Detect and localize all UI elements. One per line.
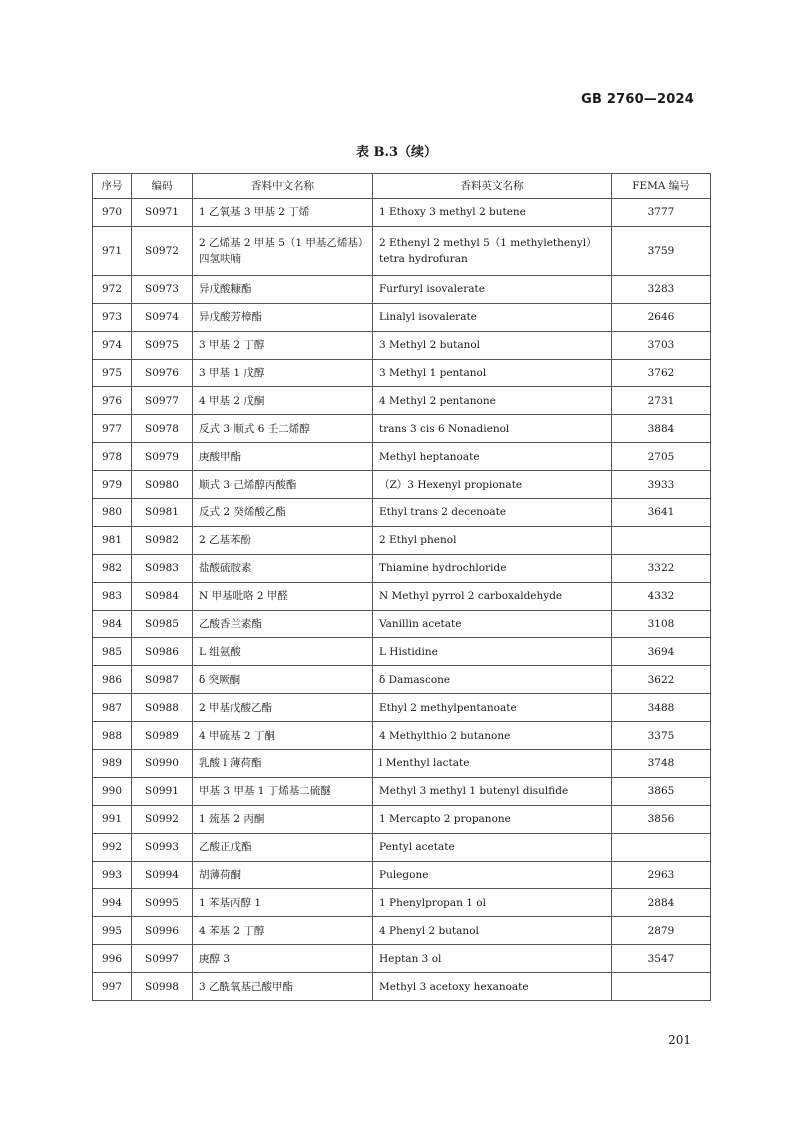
cell-index: 976 bbox=[93, 387, 132, 415]
cell-code: S0992 bbox=[132, 805, 193, 833]
cell-english-name: Furfuryl isovalerate bbox=[373, 275, 612, 303]
table-row bbox=[93, 387, 711, 415]
cell-fema: 3641 bbox=[612, 499, 711, 527]
cell-chinese-name: 4 甲基 2 戊酮 bbox=[193, 387, 373, 415]
cell-code: S0998 bbox=[132, 973, 193, 1001]
cell-fema: 2705 bbox=[612, 443, 711, 471]
table-row bbox=[93, 805, 711, 833]
cell-fema bbox=[612, 833, 711, 861]
cell-index: 990 bbox=[93, 777, 132, 805]
cell-fema: 3748 bbox=[612, 750, 711, 778]
cell-index: 988 bbox=[93, 722, 132, 750]
table-row bbox=[93, 226, 711, 275]
cell-index: 977 bbox=[93, 415, 132, 443]
cell-code: S0978 bbox=[132, 415, 193, 443]
cell-english-name: 1 Mercapto 2 propanone bbox=[373, 805, 612, 833]
cell-english-name: 4 Methyl 2 pentanone bbox=[373, 387, 612, 415]
cell-code: S0975 bbox=[132, 331, 193, 359]
cell-english-name: 1 Ethoxy 3 methyl 2 butene bbox=[373, 199, 612, 227]
cell-index: 982 bbox=[93, 554, 132, 582]
table-row bbox=[93, 638, 711, 666]
cell-fema: 4332 bbox=[612, 582, 711, 610]
cell-index: 971 bbox=[93, 226, 132, 275]
cell-index: 987 bbox=[93, 694, 132, 722]
cell-code: S0983 bbox=[132, 554, 193, 582]
cell-fema: 3762 bbox=[612, 359, 711, 387]
table-row bbox=[93, 777, 711, 805]
cell-index: 973 bbox=[93, 303, 132, 331]
table-row bbox=[93, 722, 711, 750]
cell-code: S0982 bbox=[132, 526, 193, 554]
cell-index: 985 bbox=[93, 638, 132, 666]
table-header-row bbox=[93, 174, 711, 199]
table-row bbox=[93, 499, 711, 527]
cell-chinese-name: δ 突厥酮 bbox=[193, 666, 373, 694]
cell-code: S0986 bbox=[132, 638, 193, 666]
cell-code: S0996 bbox=[132, 917, 193, 945]
cell-english-name: 3 Methyl 1 pentanol bbox=[373, 359, 612, 387]
cell-fema: 3694 bbox=[612, 638, 711, 666]
cell-index: 972 bbox=[93, 275, 132, 303]
cell-code: S0990 bbox=[132, 750, 193, 778]
cell-english-name: 1 Phenylpropan 1 ol bbox=[373, 889, 612, 917]
table-row bbox=[93, 415, 711, 443]
cell-english-name: N Methyl pyrrol 2 carboxaldehyde bbox=[373, 582, 612, 610]
cell-fema: 2731 bbox=[612, 387, 711, 415]
cell-english-name: Methyl 3 methyl 1 butenyl disulfide bbox=[373, 777, 612, 805]
table-row bbox=[93, 610, 711, 638]
table-row bbox=[93, 303, 711, 331]
table-row bbox=[93, 694, 711, 722]
cell-fema: 3375 bbox=[612, 722, 711, 750]
cell-code: S0988 bbox=[132, 694, 193, 722]
cell-fema: 3759 bbox=[612, 226, 711, 275]
cell-chinese-name: 乳酸 l 薄荷酯 bbox=[193, 750, 373, 778]
table-row bbox=[93, 526, 711, 554]
table-title: 表 B.3（续） bbox=[355, 145, 438, 160]
table-row bbox=[93, 666, 711, 694]
cell-index: 980 bbox=[93, 499, 132, 527]
cell-chinese-name: 反式 3 顺式 6 壬二烯醇 bbox=[193, 415, 373, 443]
cell-code: S0989 bbox=[132, 722, 193, 750]
cell-index: 991 bbox=[93, 805, 132, 833]
cell-fema: 3488 bbox=[612, 694, 711, 722]
cell-english-name: Methyl heptanoate bbox=[373, 443, 612, 471]
cell-fema bbox=[612, 526, 711, 554]
table-row bbox=[93, 275, 711, 303]
cell-fema: 3856 bbox=[612, 805, 711, 833]
cell-english-name: 4 Methylthio 2 butanone bbox=[373, 722, 612, 750]
table-row bbox=[93, 359, 711, 387]
cell-code: S0976 bbox=[132, 359, 193, 387]
cell-fema: 3884 bbox=[612, 415, 711, 443]
column-header-fema: FEMA 编号 bbox=[612, 174, 711, 199]
cell-chinese-name: 庚醇 3 bbox=[193, 945, 373, 973]
cell-index: 983 bbox=[93, 582, 132, 610]
table-row bbox=[93, 973, 711, 1001]
cell-code: S0972 bbox=[132, 226, 193, 275]
table-row bbox=[93, 889, 711, 917]
cell-chinese-name: 2 乙基苯酚 bbox=[193, 526, 373, 554]
cell-chinese-name: 3 甲基 1 戊醇 bbox=[193, 359, 373, 387]
cell-chinese-name: 3 乙酰氧基己酸甲酯 bbox=[193, 973, 373, 1001]
cell-chinese-name: 乙酸香兰素酯 bbox=[193, 610, 373, 638]
column-header-index: 序号 bbox=[93, 174, 132, 199]
cell-fema: 3777 bbox=[612, 199, 711, 227]
cell-fema: 3622 bbox=[612, 666, 711, 694]
cell-code: S0997 bbox=[132, 945, 193, 973]
column-header-code: 编码 bbox=[132, 174, 193, 199]
cell-chinese-name: 胡薄荷酮 bbox=[193, 861, 373, 889]
table-row bbox=[93, 582, 711, 610]
cell-chinese-name: 甲基 3 甲基 1 丁烯基二硫醚 bbox=[193, 777, 373, 805]
table-row bbox=[93, 833, 711, 861]
cell-code: S0993 bbox=[132, 833, 193, 861]
table-row bbox=[93, 554, 711, 582]
cell-index: 992 bbox=[93, 833, 132, 861]
cell-index: 981 bbox=[93, 526, 132, 554]
cell-fema: 3933 bbox=[612, 471, 711, 499]
cell-chinese-name: 庚酸甲酯 bbox=[193, 443, 373, 471]
cell-english-name: Heptan 3 ol bbox=[373, 945, 612, 973]
cell-index: 984 bbox=[93, 610, 132, 638]
cell-english-name: Linalyl isovalerate bbox=[373, 303, 612, 331]
table-row bbox=[93, 331, 711, 359]
cell-code: S0987 bbox=[132, 666, 193, 694]
cell-index: 989 bbox=[93, 750, 132, 778]
cell-index: 975 bbox=[93, 359, 132, 387]
cell-chinese-name: 1 乙氧基 3 甲基 2 丁烯 bbox=[193, 199, 373, 227]
cell-english-name: Vanillin acetate bbox=[373, 610, 612, 638]
table-row bbox=[93, 945, 711, 973]
cell-code: S0981 bbox=[132, 499, 193, 527]
table-row bbox=[93, 861, 711, 889]
table-row bbox=[93, 199, 711, 227]
cell-english-name: l Menthyl lactate bbox=[373, 750, 612, 778]
cell-english-name: 4 Phenyl 2 butanol bbox=[373, 917, 612, 945]
cell-chinese-name: 1 巯基 2 丙酮 bbox=[193, 805, 373, 833]
cell-chinese-name: 异戊酸糠酯 bbox=[193, 275, 373, 303]
cell-english-name: Pulegone bbox=[373, 861, 612, 889]
cell-english-name: 3 Methyl 2 butanol bbox=[373, 331, 612, 359]
cell-fema: 3865 bbox=[612, 777, 711, 805]
cell-chinese-name: 4 苯基 2 丁醇 bbox=[193, 917, 373, 945]
cell-fema: 3283 bbox=[612, 275, 711, 303]
cell-code: S0995 bbox=[132, 889, 193, 917]
cell-chinese-name: 4 甲硫基 2 丁酮 bbox=[193, 722, 373, 750]
cell-index: 974 bbox=[93, 331, 132, 359]
cell-chinese-name: 异戊酸芳樟酯 bbox=[193, 303, 373, 331]
cell-code: S0979 bbox=[132, 443, 193, 471]
cell-chinese-name: 顺式 3 己烯醇丙酸酯 bbox=[193, 471, 373, 499]
cell-english-name: （Z）3 Hexenyl propionate bbox=[373, 471, 612, 499]
cell-chinese-name: 2 乙烯基 2 甲基 5（1 甲基乙烯基）四氢呋喃 bbox=[193, 226, 373, 275]
cell-fema: 3108 bbox=[612, 610, 711, 638]
cell-chinese-name: 3 甲基 2 丁醇 bbox=[193, 331, 373, 359]
cell-chinese-name: L 组氨酸 bbox=[193, 638, 373, 666]
cell-fema: 2646 bbox=[612, 303, 711, 331]
cell-fema: 2963 bbox=[612, 861, 711, 889]
cell-index: 996 bbox=[93, 945, 132, 973]
cell-chinese-name: N 甲基吡咯 2 甲醛 bbox=[193, 582, 373, 610]
cell-code: S0980 bbox=[132, 471, 193, 499]
cell-english-name: Methyl 3 acetoxy hexanoate bbox=[373, 973, 612, 1001]
cell-index: 997 bbox=[93, 973, 132, 1001]
table-row bbox=[93, 750, 711, 778]
cell-chinese-name: 2 甲基戊酸乙酯 bbox=[193, 694, 373, 722]
cell-english-name: L Histidine bbox=[373, 638, 612, 666]
cell-fema: 3703 bbox=[612, 331, 711, 359]
cell-chinese-name: 盐酸硫胺素 bbox=[193, 554, 373, 582]
cell-chinese-name: 1 苯基丙醇 1 bbox=[193, 889, 373, 917]
table-row bbox=[93, 443, 711, 471]
cell-code: S0977 bbox=[132, 387, 193, 415]
flavoring-table bbox=[92, 173, 711, 1001]
cell-chinese-name: 乙酸正戊酯 bbox=[193, 833, 373, 861]
cell-fema: 2884 bbox=[612, 889, 711, 917]
cell-english-name: 2 Ethyl phenol bbox=[373, 526, 612, 554]
table-row bbox=[93, 917, 711, 945]
cell-code: S0974 bbox=[132, 303, 193, 331]
cell-index: 986 bbox=[93, 666, 132, 694]
cell-chinese-name: 反式 2 癸烯酸乙酯 bbox=[193, 499, 373, 527]
column-header-chinese-name: 香料中文名称 bbox=[193, 174, 373, 199]
cell-english-name: Thiamine hydrochloride bbox=[373, 554, 612, 582]
table-row bbox=[93, 471, 711, 499]
cell-code: S0991 bbox=[132, 777, 193, 805]
cell-english-name: Ethyl 2 methylpentanoate bbox=[373, 694, 612, 722]
cell-index: 979 bbox=[93, 471, 132, 499]
cell-code: S0971 bbox=[132, 199, 193, 227]
cell-code: S0985 bbox=[132, 610, 193, 638]
cell-index: 995 bbox=[93, 917, 132, 945]
cell-fema bbox=[612, 973, 711, 1001]
cell-fema: 3322 bbox=[612, 554, 711, 582]
cell-english-name: Pentyl acetate bbox=[373, 833, 612, 861]
standard-number: GB 2760—2024 bbox=[581, 92, 694, 107]
column-header-english-name: 香料英文名称 bbox=[373, 174, 612, 199]
cell-fema: 2879 bbox=[612, 917, 711, 945]
page-number: 201 bbox=[668, 1033, 691, 1047]
cell-english-name: δ Damascone bbox=[373, 666, 612, 694]
cell-code: S0994 bbox=[132, 861, 193, 889]
cell-code: S0973 bbox=[132, 275, 193, 303]
cell-index: 970 bbox=[93, 199, 132, 227]
cell-index: 993 bbox=[93, 861, 132, 889]
cell-index: 978 bbox=[93, 443, 132, 471]
cell-english-name: Ethyl trans 2 decenoate bbox=[373, 499, 612, 527]
cell-fema: 3547 bbox=[612, 945, 711, 973]
cell-english-name: 2 Ethenyl 2 methyl 5（1 methylethenyl）tetra hydrofuran bbox=[373, 226, 612, 275]
cell-english-name: trans 3 cis 6 Nonadienol bbox=[373, 415, 612, 443]
cell-index: 994 bbox=[93, 889, 132, 917]
cell-code: S0984 bbox=[132, 582, 193, 610]
